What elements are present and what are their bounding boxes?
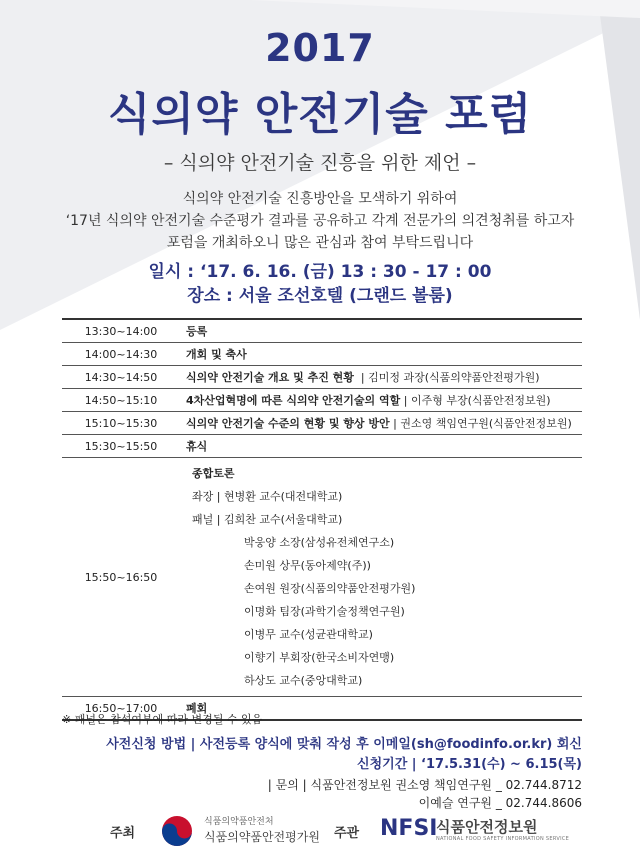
schedule-time: 14:30~14:50 [62,366,180,389]
event-subtitle: – 식의약 안전기술 진흥을 위한 제언 – [163,152,477,174]
session-title: 4차산업혁명에 따른 식의약 안전기술의 역할 [186,394,401,407]
panelist: 박웅양 소장(삼성유전체연구소) [244,536,395,549]
discussion-block [186,458,582,696]
schedule-time: 13:30~14:00 [62,319,180,343]
schedule-time: 15:30~15:50 [62,435,180,458]
event-details [0,260,640,308]
table-row [62,389,582,412]
intro-line: 포럼을 개최하오니 많은 관심과 참여 부탁드립니다 [166,235,474,251]
session-title: 식의약 안전기술 개요 및 추진 현황 [186,371,354,384]
event-year: 2017 [265,26,375,70]
intro-text [0,188,640,254]
panelist: 이향기 부회장(한국소비자연맹) [244,651,395,664]
organizer-label: 주관 [334,826,360,841]
session-speaker: | 이주형 부장(식품안전정보원) [403,394,551,407]
table-row [62,435,582,458]
table-row [62,412,582,435]
schedule-time: 14:50~15:10 [62,389,180,412]
session-title: 등록 [186,325,208,338]
session-title: 종합토론 [192,467,235,480]
schedule-time: 14:00~14:30 [62,343,180,366]
host-org-name: 식품의약품안전평가원 [204,830,320,844]
event-title: 식의약 안전기술 포럼 [107,89,533,140]
table-row [62,319,582,343]
taegeuk-emblem-icon [160,814,194,848]
registration-period: 신청기간 | ‘17.5.31(수) ~ 6.15(목) [357,757,582,772]
table-row [62,343,582,366]
intro-line: 식의약 안전기술 진흥방안을 모색하기 위하여 [182,191,458,207]
schedule-time: 15:10~15:30 [62,412,180,435]
registration-method: 사전신청 방법 | 사전등록 양식에 맞춰 작성 후 이메일(sh@foodinfo.or.kr) 회신 [106,737,582,752]
organizer-name: 식품안전정보원 [436,818,538,836]
event-datetime: 일시 : ‘17. 6. 16. (금) 13 : 30 - 17 : 00 [148,262,492,282]
intro-line: ‘17년 식의약 안전기술 수준평가 결과를 공유하고 각계 전문가의 의견청취를 하고자 [65,213,575,229]
event-venue: 장소 : 서울 조선호텔 (그랜드 볼룸) [187,286,453,306]
session-speaker: | 권소영 책임연구원(식품안전정보원) [393,417,572,430]
session-speaker: | 김미정 과장(식품의약품안전평가원) [360,371,540,384]
table-row [62,458,582,697]
session-title: 개회 및 축사 [186,348,247,361]
discussion-panel-lead: 패널 | 김희찬 교수(서울대학교) [192,513,343,526]
schedule-time: 16:50~17:00 [62,697,180,721]
schedule-time: 15:50~16:50 [62,458,180,697]
session-title: 휴식 [186,440,208,453]
panelist: 하상도 교수(중앙대학교) [244,674,363,687]
discussion-chair: 좌장 | 현병환 교수(대전대학교) [192,490,343,503]
panel-note: ※ 패널은 참석여부에 따라 변경될 수 있음 [62,713,263,726]
contact-line: 이예슬 연구원 _ 02.744.8606 [418,796,582,810]
nfsi-logo [380,816,437,841]
schedule-table [62,318,582,721]
registration-info [0,735,582,775]
panelist: 이병무 교수(성균관대학교) [244,628,373,641]
panelist: 이명화 팀장(과학기술정책연구원) [244,605,405,618]
contact-info [0,776,582,812]
host-org-parent: 식품의약품안전처 [204,817,274,827]
contact-line: | 문의 | 식품안전정보원 권소영 책임연구원 _ 02.744.8712 [267,778,582,792]
nfsi-logo-text: NFSI [380,816,438,841]
host-label: 주최 [110,826,136,841]
footer [0,810,640,850]
panelist: 손여원 원장(식품의약품안전평가원) [244,582,416,595]
session-title: 식의약 안전기술 수준의 현황 및 향상 방안 [186,417,390,430]
table-row [62,366,582,389]
panelist: 손미원 상무(동아제약(주)) [244,559,371,572]
organizer-english-name: NATIONAL FOOD SAFETY INFORMATION SERVICE [436,836,570,842]
session-title: 폐회 [186,702,208,715]
